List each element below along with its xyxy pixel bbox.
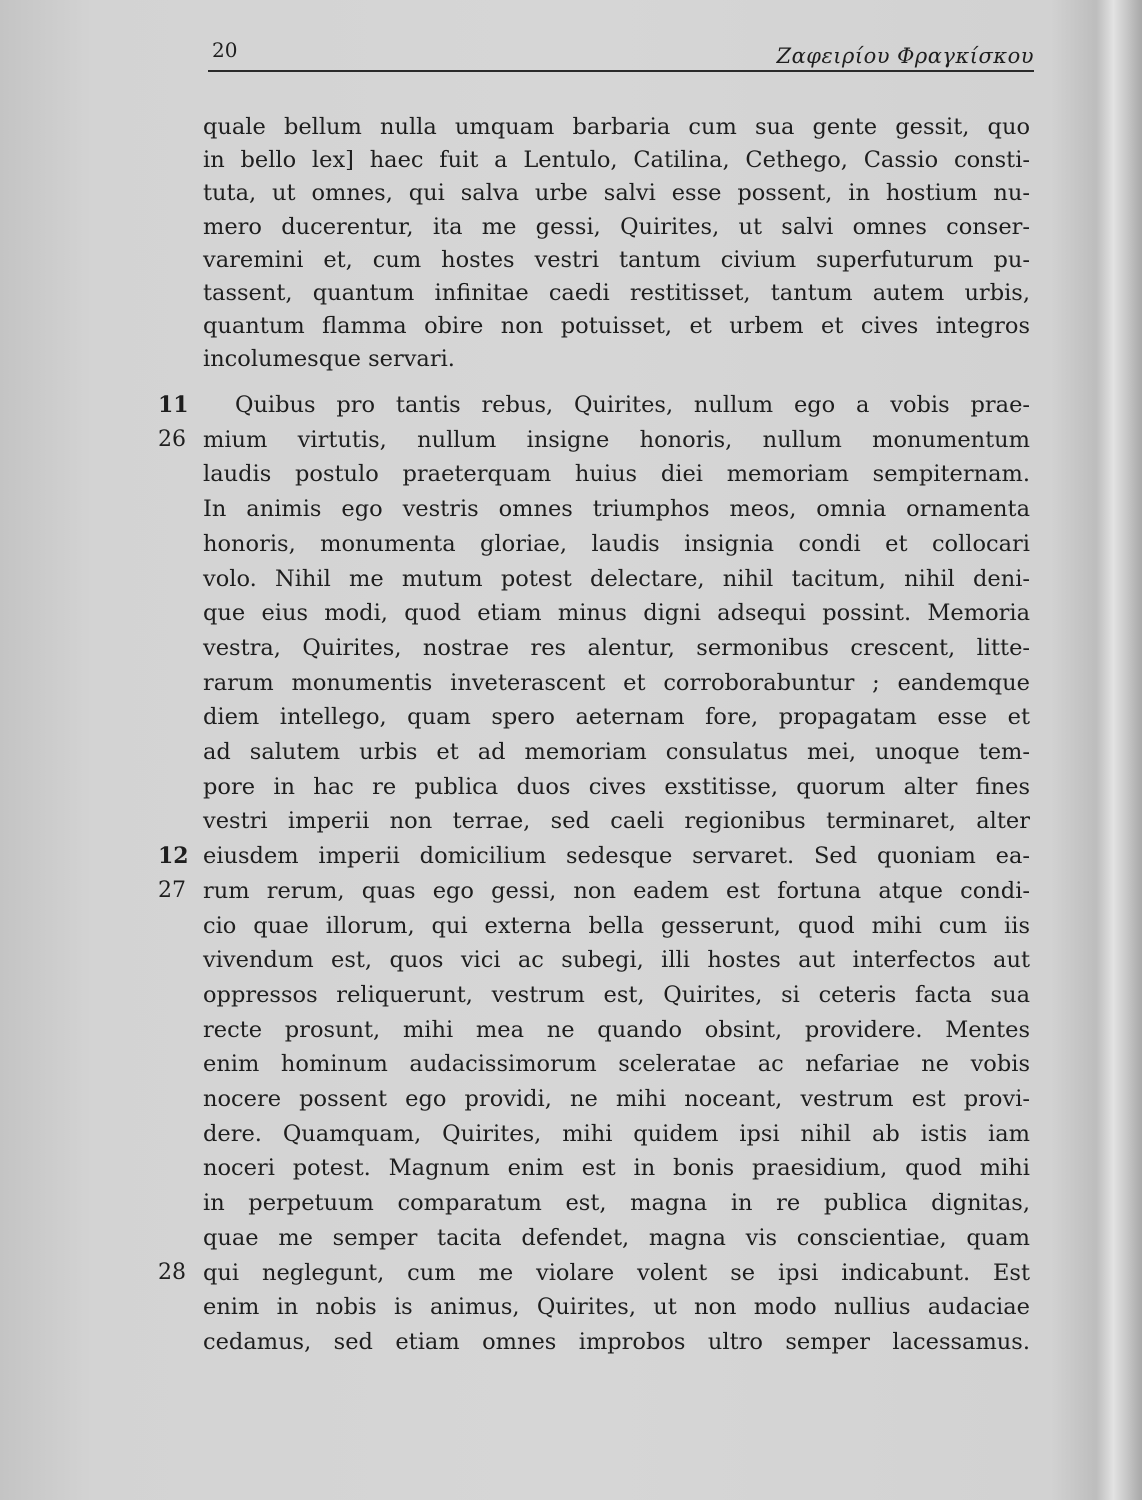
- page-number: 20: [212, 38, 238, 62]
- text-line: cio quae illorum, qui externa bella gesserunt, quod mihi cum iis: [203, 912, 1030, 939]
- section-number: 28: [158, 1259, 186, 1285]
- text-line: que eius modi, quod etiam minus digni adsequi possint. Memoria: [203, 600, 1030, 627]
- text-line: eiusdem imperii domicilium sedesque servaret. Sed quoniam ea-: [203, 843, 1030, 870]
- running-title: Ζαφειρίου Φραγκίσκου: [776, 44, 1034, 68]
- text-line: quae me semper tacita defendet, magna vis conscientiae, quam: [203, 1224, 1030, 1251]
- text-line: dere. Quamquam, Quirites, mihi quidem ipsi nihil ab istis iam: [203, 1120, 1030, 1147]
- text-line: oppressos reliquerunt, vestrum est, Quirites, si ceteris facta sua: [203, 981, 1030, 1008]
- text-line: in bello lex] haec fuit a Lentulo, Catilina, Cethego, Cassio consti-: [203, 147, 1030, 174]
- text-line: volo. Nihil me mutum potest delectare, nihil tacitum, nihil deni-: [203, 565, 1030, 592]
- chapter-number: 11: [158, 392, 189, 418]
- chapter-number: 12: [158, 843, 189, 870]
- text-line: Quibus pro tantis rebus, Quirites, nullum ego a vobis prae-: [235, 392, 1030, 418]
- text-line: quantum flamma obire non potuisset, et urbem et cives integros: [203, 313, 1030, 340]
- text-line: diem intellego, quam spero aeternam fore, propagatam esse et: [203, 704, 1030, 731]
- text-line: honoris, monumenta gloriae, laudis insignia condi et collocari: [203, 530, 1030, 557]
- text-line: noceri potest. Magnum enim est in bonis praesidium, quod mihi: [203, 1155, 1030, 1182]
- text-line: nocere possent ego providi, ne mihi noceant, vestrum est provi-: [203, 1086, 1030, 1112]
- text-line: recte prosunt, mihi mea ne quando obsint, providere. Mentes: [203, 1016, 1030, 1043]
- text-line: enim in nobis is animus, Quirites, ut non modo nullius audaciae: [203, 1294, 1030, 1321]
- text-line: mero ducerentur, ita me gessi, Quirites, ut salvi omnes conser-: [203, 213, 1030, 240]
- text-line: vivendum est, quos vici ac subegi, illi hostes aut interfectos aut: [203, 947, 1030, 974]
- text-line: quale bellum nulla umquam barbaria cum sua gente gessit, quo: [203, 114, 1030, 140]
- text-line: In animis ego vestris omnes triumphos meos, omnia ornamenta: [203, 496, 1030, 523]
- text-line: in perpetuum comparatum est, magna in re publica dignitas,: [203, 1190, 1030, 1217]
- section-number: 27: [158, 877, 186, 903]
- text-line: mium virtutis, nullum insigne honoris, nullum monumentum: [203, 426, 1030, 453]
- text-line: ad salutem urbis et ad memoriam consulatus mei, unoque tem-: [203, 739, 1030, 765]
- text-line: rarum monumentis inveterascent et corroborabuntur ; eandemque: [203, 669, 1030, 696]
- section-number: 26: [158, 426, 186, 452]
- text-line: qui neglegunt, cum me violare volent se ipsi indicabunt. Est: [203, 1259, 1030, 1286]
- text-line: enim hominum audacissimorum sceleratae ac nefariae ne vobis: [203, 1051, 1030, 1078]
- text-line: cedamus, sed etiam omnes improbos ultro semper lacessamus.: [203, 1328, 1030, 1355]
- text-line: tuta, ut omnes, qui salva urbe salvi esse possent, in hostium nu-: [203, 180, 1030, 207]
- text-line: laudis postulo praeterquam huius diei memoriam sempiternam.: [203, 461, 1030, 488]
- text-line: vestra, Quirites, nostrae res alentur, sermonibus crescent, litte-: [203, 634, 1030, 661]
- text-line: tassent, quantum infinitae caedi restitisset, tantum autem urbis,: [203, 280, 1030, 306]
- text-line: varemini et, cum hostes vestri tantum civium superfuturum pu-: [203, 246, 1030, 273]
- header-rule: [208, 70, 1034, 72]
- text-line: pore in hac re publica duos cives exstitisse, quorum alter fines: [203, 773, 1030, 800]
- text-line: rum rerum, quas ego gessi, non eadem est fortuna atque condi-: [203, 877, 1030, 904]
- text-line: incolumesque servari.: [203, 346, 455, 373]
- text-line: vestri imperii non terrae, sed caeli regionibus terminaret, alter: [203, 808, 1030, 835]
